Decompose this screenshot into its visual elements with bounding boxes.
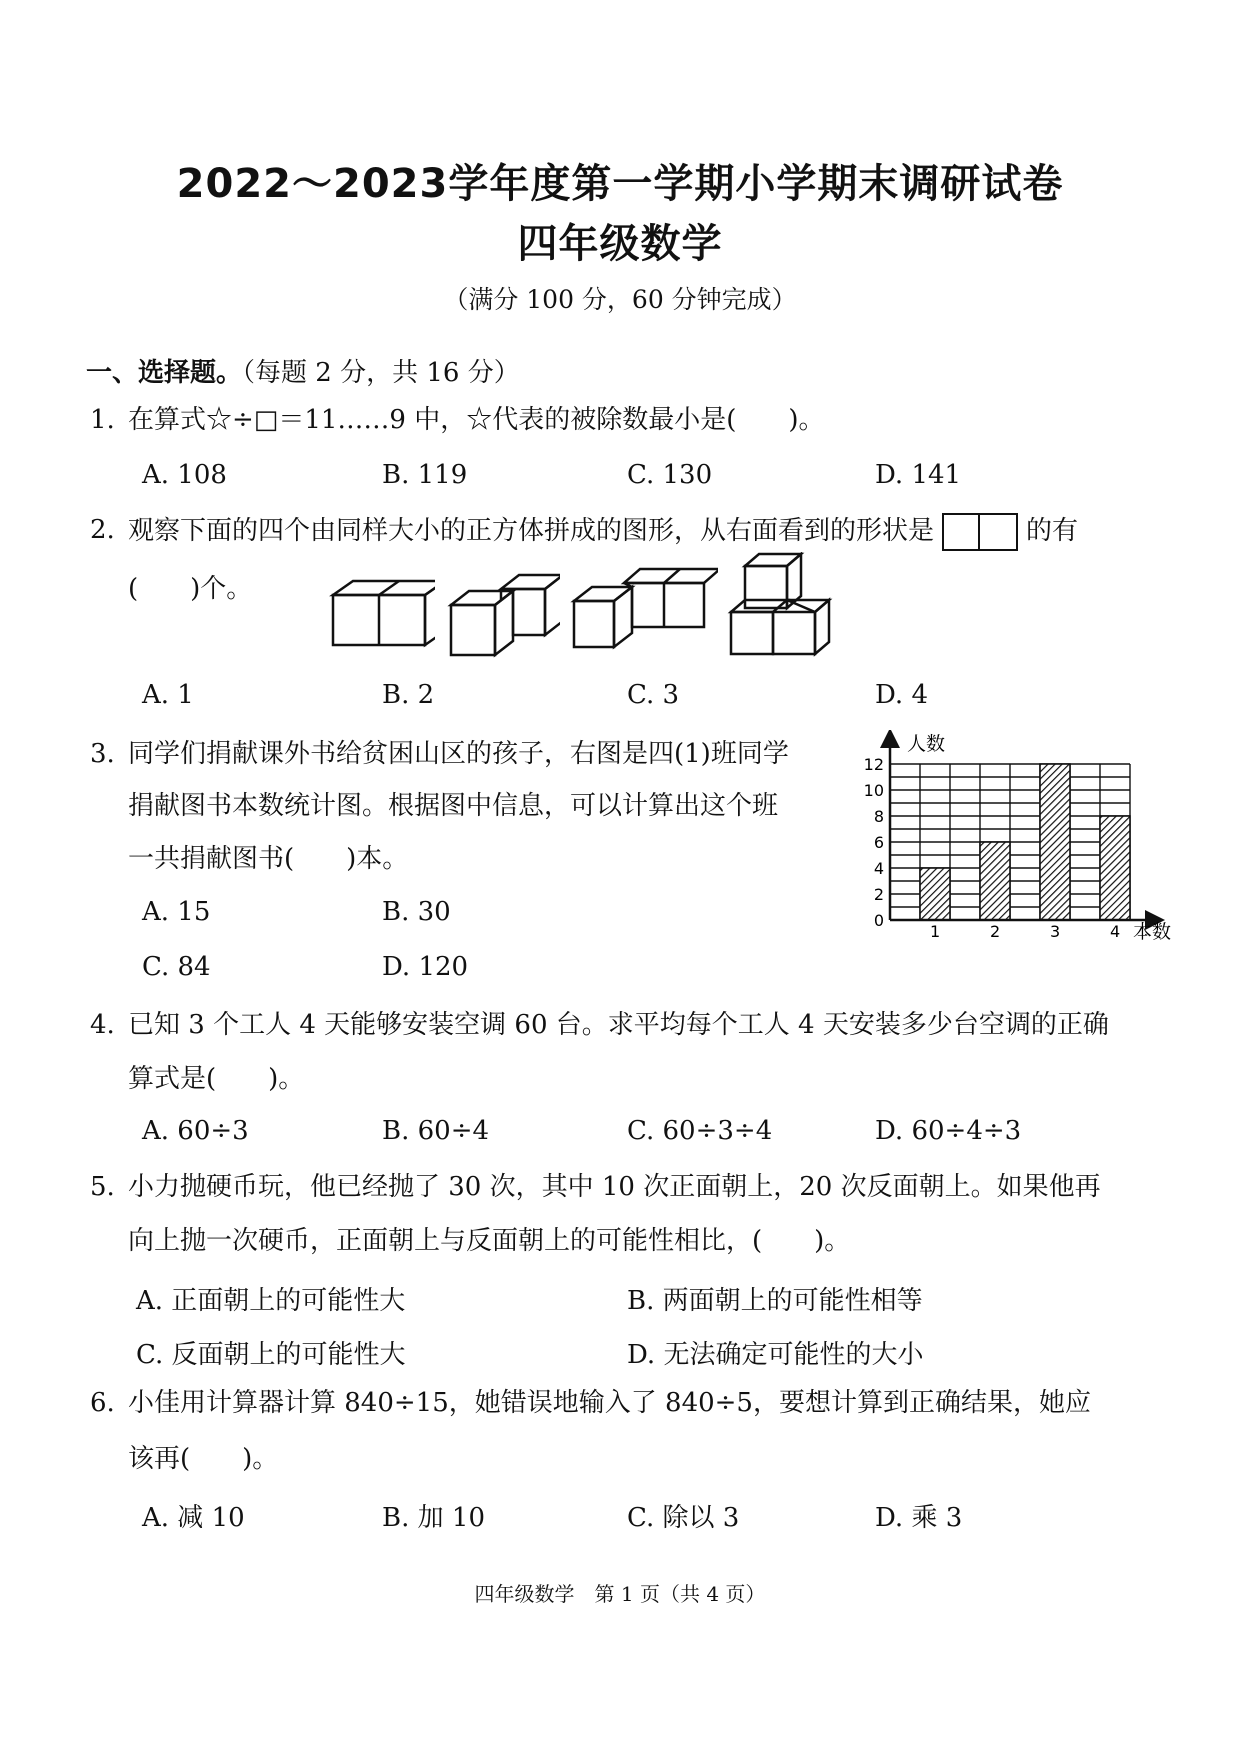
chart-bar-2	[980, 842, 1010, 920]
question-2-text	[128, 513, 1078, 551]
section-heading	[86, 352, 520, 389]
section-title: 一、选择题。	[86, 358, 243, 388]
q4-option-c[interactable]: C. 60÷3÷4	[627, 1116, 773, 1146]
question-5-text: 小力抛硬币玩，他已经抛了 30 次，其中 10 次正面朝上，20 次反面朝上。如果他再	[128, 1172, 1101, 1202]
question-1	[90, 403, 115, 437]
q4-option-d[interactable]: D. 60÷4÷3	[875, 1116, 1022, 1146]
q2-text-before: 观察下面的四个由同样大小的正方体拼成的图形，从右面看到的形状是	[128, 516, 935, 546]
cube-figure-4	[725, 552, 835, 662]
q1-option-b[interactable]: B. 119	[382, 460, 468, 490]
q2-text-after: 的有	[1026, 516, 1079, 546]
cube-figure-2	[445, 555, 560, 665]
q3-option-b[interactable]: B. 30	[382, 897, 451, 927]
q2-option-d[interactable]: D. 4	[875, 680, 928, 710]
chart-y-tick-0: 0	[873, 911, 884, 930]
q2-option-c[interactable]: C. 3	[627, 680, 680, 710]
q2-option-b[interactable]: B. 2	[382, 680, 435, 710]
q4-option-b[interactable]: B. 60÷4	[382, 1116, 490, 1146]
q5-option-b[interactable]: B. 两面朝上的可能性相等	[627, 1286, 923, 1316]
section-note: （每题 2 分，共 16 分）	[242, 358, 520, 388]
question-3-number: 3.	[90, 739, 115, 769]
donation-bar-chart	[855, 730, 1195, 945]
chart-x-ticks	[930, 922, 1120, 941]
chart-bar-3	[1040, 764, 1070, 920]
two-square-shape-icon	[942, 513, 1018, 551]
exam-score-note: （满分 100 分，60 分钟完成）	[443, 285, 797, 314]
q3-option-c[interactable]: C. 84	[142, 952, 211, 982]
question-3-line-3: 一共捐献图书( )本。	[128, 844, 409, 874]
chart-y-tick-8: 8	[873, 807, 884, 826]
exam-title: 2022～2023学年度第一学期小学期末调研试卷	[176, 161, 1064, 207]
q6-option-b[interactable]: B. 加 10	[382, 1503, 485, 1533]
chart-x-tick-2: 2	[990, 922, 1001, 941]
question-5-text-line2: 向上抛一次硬币，正面朝上与反面朝上的可能性相比，( )。	[128, 1226, 851, 1256]
chart-y-tick-10: 10	[863, 781, 884, 800]
question-2-number: 2.	[90, 515, 115, 545]
q1-option-a[interactable]: A. 108	[142, 460, 227, 490]
chart-x-tick-4: 4	[1110, 922, 1121, 941]
q3-option-a[interactable]: A. 15	[142, 897, 211, 927]
cube-figure-1	[325, 555, 435, 655]
q5-option-c[interactable]: C. 反面朝上的可能性大	[136, 1340, 406, 1370]
q5-option-a[interactable]: A. 正面朝上的可能性大	[136, 1286, 406, 1316]
q1-option-c[interactable]: C. 130	[627, 460, 713, 490]
q6-option-a[interactable]: A. 减 10	[142, 1503, 245, 1533]
question-3-line-1: 同学们捐献课外书给贫困山区的孩子，右图是四(1)班同学	[128, 739, 789, 769]
question-6-text-line2: 该再( )。	[128, 1444, 279, 1474]
chart-y-ticks	[864, 755, 884, 930]
question-4-text-line2: 算式是( )。	[128, 1064, 305, 1094]
question-4-text: 已知 3 个工人 4 天能够安装空调 60 台。求平均每个工人 4 天安装多少台空调的正确	[128, 1010, 1109, 1040]
chart-y-tick-2: 2	[873, 885, 884, 904]
chart-bar-1	[920, 868, 950, 920]
q2-option-a[interactable]: A. 1	[142, 680, 194, 710]
chart-y-tick-12: 12	[863, 755, 884, 774]
question-number: 1.	[90, 405, 115, 435]
q1-option-d[interactable]: D. 141	[875, 460, 962, 490]
q6-option-c[interactable]: C. 除以 3	[627, 1503, 740, 1533]
question-2-text-line2: ( )个。	[128, 574, 253, 604]
chart-x-label: 本数	[1133, 921, 1172, 943]
question-6-number: 6.	[90, 1388, 115, 1418]
exam-subject: 四年级数学	[517, 221, 723, 267]
q6-option-d[interactable]: D. 乘 3	[875, 1503, 963, 1533]
cube-figure-3	[568, 555, 718, 655]
question-6-text: 小佳用计算器计算 840÷15，她错误地输入了 840÷5，要想计算到正确结果，她应	[128, 1388, 1091, 1418]
page-footer: 四年级数学 第 1 页（共 4 页）	[474, 1582, 766, 1606]
chart-y-label: 人数	[907, 733, 946, 755]
chart-bar-4	[1100, 816, 1130, 920]
q5-option-d[interactable]: D. 无法确定可能性的大小	[627, 1340, 924, 1370]
question-5-number: 5.	[90, 1172, 115, 1202]
question-1-text: 在算式☆÷□＝11……9 中，☆代表的被除数最小是( )。	[128, 405, 825, 435]
question-4-number: 4.	[90, 1010, 115, 1040]
chart-x-tick-3: 3	[1050, 922, 1061, 941]
q3-option-d[interactable]: D. 120	[382, 952, 469, 982]
q4-option-a[interactable]: A. 60÷3	[142, 1116, 249, 1146]
chart-x-tick-1: 1	[930, 922, 941, 941]
question-3-line-2: 捐献图书本数统计图。根据图中信息，可以计算出这个班	[128, 791, 779, 821]
chart-y-tick-4: 4	[873, 859, 884, 878]
chart-y-tick-6: 6	[873, 833, 884, 852]
